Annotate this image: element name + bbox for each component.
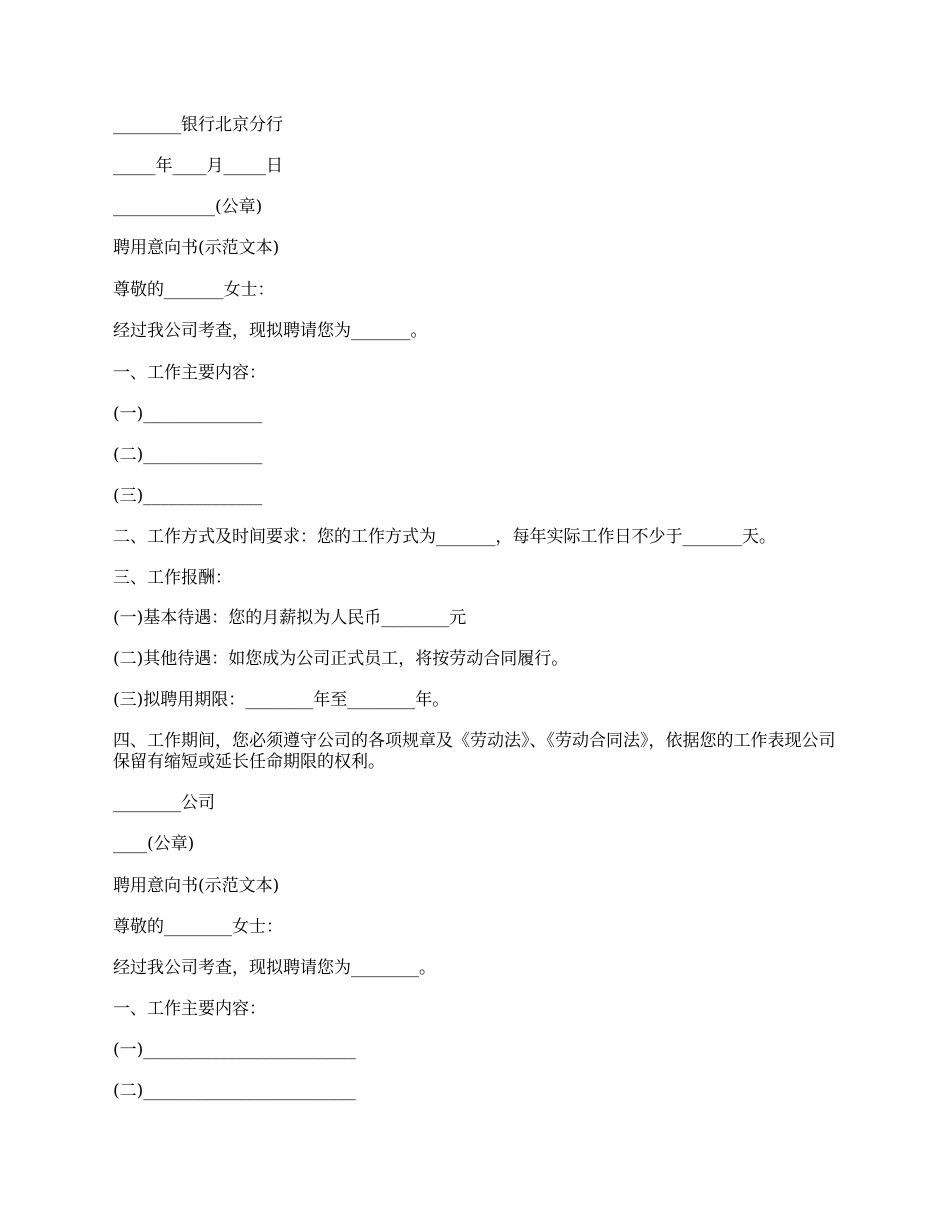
salutation: 尊敬的_______女士： bbox=[113, 280, 275, 300]
section-paragraph-2: 二、工作方式及时间要求：您的工作方式为_______，每年实际工作日不少于_______天。 bbox=[113, 527, 776, 547]
term-line: (三)拟聘用期限：________年至________年。 bbox=[113, 690, 450, 710]
section-paragraph-4: 四、工作期间，您必须遵守公司的各项规章及《劳动法》、《劳动合同法》，依据您的工作表现公司保留有缩短或延长任命期限的权利。 bbox=[113, 731, 836, 772]
salutation-2: 尊敬的________女士： bbox=[113, 917, 283, 937]
list-item-1b: (一)_________________________ bbox=[113, 1040, 356, 1060]
section-heading-3: 三、工作报酬： bbox=[113, 568, 232, 588]
seal-line: ____________(公章) bbox=[113, 197, 263, 217]
section-heading-1: 一、工作主要内容： bbox=[113, 363, 266, 383]
pay-other-line: (二)其他待遇：如您成为公司正式员工，将按劳动合同履行。 bbox=[113, 649, 569, 669]
list-item-2b: (二)_________________________ bbox=[113, 1081, 356, 1101]
list-item-3: (三)______________ bbox=[113, 486, 263, 506]
date-line: _____年____月_____日 bbox=[113, 156, 283, 176]
company-line: ________公司 bbox=[113, 793, 215, 813]
intro-paragraph: 经过我公司考查，现拟聘请您为_______。 bbox=[113, 321, 428, 341]
bank-branch-line: ________银行北京分行 bbox=[113, 115, 283, 135]
list-item-2: (二)______________ bbox=[113, 445, 263, 465]
pay-basic-line: (一)基本待遇：您的月薪拟为人民币________元 bbox=[113, 608, 467, 628]
document-title-2: 聘用意向书(示范文本) bbox=[113, 876, 280, 896]
section-heading-1b: 一、工作主要内容： bbox=[113, 999, 266, 1019]
list-item-1: (一)______________ bbox=[113, 404, 263, 424]
company-seal-line: ____(公章) bbox=[113, 834, 195, 854]
document-title: 聘用意向书(示范文本) bbox=[113, 238, 280, 258]
intro-paragraph-2: 经过我公司考查，现拟聘请您为________。 bbox=[113, 958, 436, 978]
